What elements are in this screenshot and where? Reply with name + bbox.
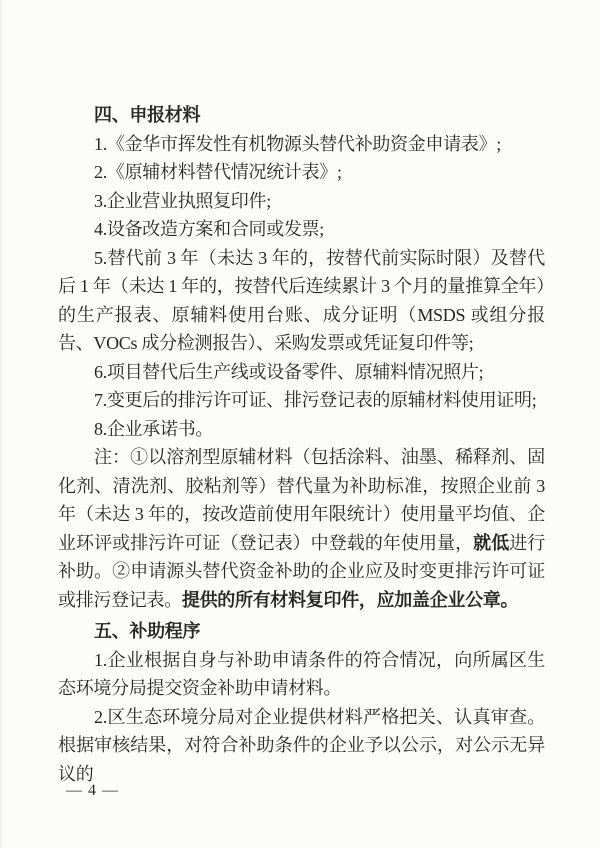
note-paragraph bbox=[58, 443, 545, 614]
procedure-item-2: 2.区生态环境分局对企业提供材料严格把关、认真审查。根据审核结果，对符合补助条件的企业予以公示，对公示无异议的 bbox=[58, 706, 545, 784]
document-content bbox=[58, 101, 545, 788]
procedure-item-1: 1.企业根据自身与补助申请条件的符合情况，向所属区生态环境分局提交资金补助申请材料。 bbox=[58, 649, 545, 698]
material-item-3: 3.企业营业执照复印件; bbox=[94, 190, 271, 211]
material-item-2: 2.《原辅材料替代情况统计表》; bbox=[94, 162, 342, 182]
material-item-8: 8.企业承诺书。 bbox=[94, 418, 214, 439]
material-item-5: 5.替代前 3 年（未达 3 年的，按替代前实际时限）及替代后 1 年（未达 1 年的，按替代后连续累计 3 个月的量推算全年）的生产报表、原辅料使用台账、成分证明（MSDS 或组分报告、VOCs 成分检测报告）、采购发票或凭证复印件等; bbox=[58, 247, 545, 353]
material-item-6: 6.项目替代后生产线或设备零件、原辅料情况照片; bbox=[94, 361, 484, 382]
section-heading-materials: 四、申报材料 bbox=[94, 105, 201, 125]
page-number: — 4 — bbox=[66, 782, 119, 799]
note-segment-middle: 进行补助。②申请源头替代资金补助的企业应及时变更排污许可证或排污登记表。 bbox=[58, 532, 545, 610]
material-item-1: 1.《金华市挥发性有机物源头替代补助资金申请表》; bbox=[94, 133, 501, 154]
material-item-4: 4.设备改造方案和合同或发票; bbox=[94, 219, 324, 239]
material-item-7: 7.变更后的排污许可证、排污登记表的原辅材料使用证明; bbox=[94, 390, 537, 410]
note-segment-emphasis-seal: 提供的所有材料复印件，应加盖企业公章。 bbox=[181, 589, 519, 610]
note-segment-intro: 注：①以溶剂型原辅材料（包括涂料、油墨、稀释剂、固化剂、清洗剂、胶粘剂等）替代量为补助标准，按照企业前 3 年（未达 3 年的，按改造前使用年限统计）使用量平均值、企业环评或排污许可证（登记表）中登载的年使用量， bbox=[58, 447, 545, 553]
section-heading-procedure: 五、补助程序 bbox=[94, 621, 201, 641]
note-segment-emphasis-jiudi: 就低 bbox=[473, 532, 510, 553]
